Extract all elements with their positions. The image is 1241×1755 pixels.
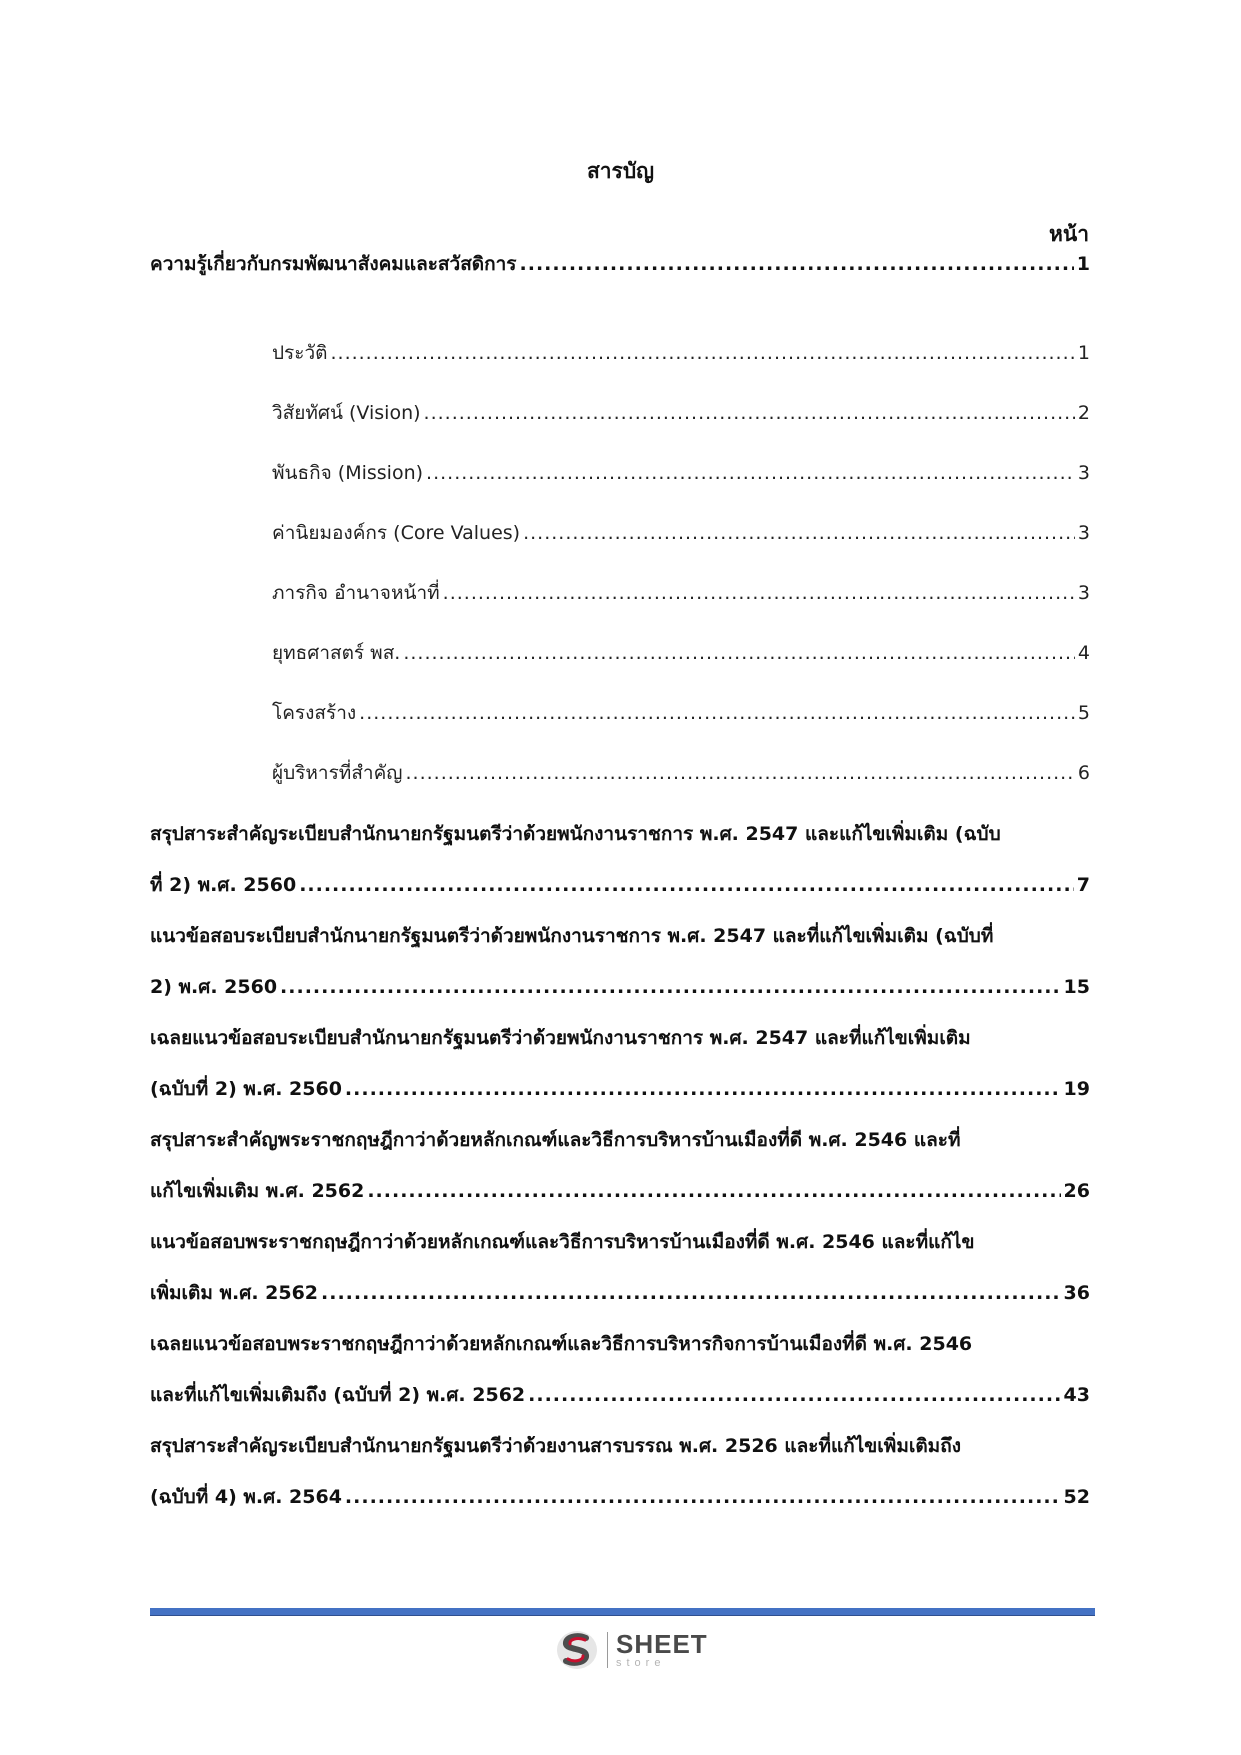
toc-entry-title: ภารกิจ อำนาจหน้าที่: [272, 582, 440, 604]
toc-entry-page: 6: [1077, 762, 1090, 784]
toc-entry[interactable]: [150, 249, 1090, 277]
leader-dots: [321, 1282, 1061, 1304]
toc-entry[interactable]: [150, 1023, 1090, 1102]
toc-entry[interactable]: [150, 1431, 1090, 1510]
toc-entry-title: ยุทธศาสตร์ พส.: [272, 642, 401, 664]
toc-entry-title: โครงสร้าง: [272, 702, 357, 724]
toc-entry[interactable]: [150, 819, 1090, 898]
toc-entry-title-line2: (ฉบับที่ 4) พ.ศ. 2564: [150, 1486, 342, 1508]
toc-entry-title: ประวัติ: [272, 342, 328, 364]
toc-entry-page: 26: [1063, 1180, 1090, 1202]
toc-title: สารบัญ: [586, 159, 655, 183]
toc-entry-title-line2: (ฉบับที่ 2) พ.ศ. 2560: [150, 1078, 342, 1100]
toc-entry-title-line2: 2) พ.ศ. 2560: [150, 976, 278, 998]
logo-divider: [607, 1632, 608, 1668]
toc-subentry[interactable]: [272, 338, 1090, 366]
leader-dots: [299, 874, 1074, 896]
leader-dots: [345, 1078, 1061, 1100]
leader-dots: [359, 702, 1075, 724]
toc-entry[interactable]: [150, 1125, 1090, 1204]
toc-subentry[interactable]: [272, 698, 1090, 726]
toc-entry[interactable]: [150, 921, 1090, 1000]
toc-entry-page: 36: [1063, 1282, 1090, 1304]
footer-rule: [150, 1608, 1095, 1616]
logo-subtext: store: [616, 1657, 666, 1669]
footer-logo: [555, 1628, 708, 1672]
toc-subentry[interactable]: [272, 758, 1090, 786]
sheet-store-s-logo-icon: [555, 1628, 599, 1672]
toc-entry-page: 15: [1063, 976, 1090, 998]
toc-entry-page: 52: [1063, 1486, 1090, 1508]
toc-entry-title-line1: สรุปสาระสำคัญพระราชกฤษฎีกาว่าด้วยหลักเกณฑ์และวิธีการบริหารบ้านเมืองที่ดี พ.ศ. 2546 และที่: [150, 1129, 961, 1151]
toc-entry[interactable]: [150, 1329, 1090, 1408]
toc-entry-page: 5: [1077, 702, 1090, 724]
toc-subentry[interactable]: [272, 578, 1090, 606]
toc-entry-title: วิสัยทัศน์ (Vision): [272, 402, 421, 424]
toc-entry-page: 3: [1077, 582, 1090, 604]
toc-subentry[interactable]: [272, 398, 1090, 426]
toc-entry-title-line1: สรุปสาระสำคัญระเบียบสำนักนายกรัฐมนตรีว่าด้วยงานสารบรรณ พ.ศ. 2526 และที่แก้ไขเพิ่มเติมถึง: [150, 1435, 961, 1457]
toc-entry-page: 1: [1077, 342, 1090, 364]
toc-entry-title-line2: เพิ่มเติม พ.ศ. 2562: [150, 1282, 319, 1304]
logo-wordmark: [616, 1631, 708, 1669]
leader-dots: [520, 253, 1074, 275]
toc-entry-title-line1: เฉลยแนวข้อสอบพระราชกฤษฎีกาว่าด้วยหลักเกณฑ์และวิธีการบริหารกิจการบ้านเมืองที่ดี พ.ศ. 2546: [150, 1333, 973, 1355]
leader-dots: [528, 1384, 1060, 1406]
toc-entry-title: ผู้บริหารที่สำคัญ: [272, 762, 403, 784]
toc-entry-page: 2: [1077, 402, 1090, 424]
toc-entry-page: 7: [1076, 874, 1090, 896]
toc-entry-page: 3: [1077, 522, 1090, 544]
leader-dots: [280, 976, 1061, 998]
toc-entry-title: พันธกิจ (Mission): [272, 462, 424, 484]
toc-entry-page: 1: [1076, 253, 1090, 275]
toc-subentry[interactable]: [272, 458, 1090, 486]
leader-dots: [523, 522, 1075, 544]
toc-entry-page: 3: [1077, 462, 1090, 484]
leader-dots: [330, 342, 1074, 364]
toc-entry-title-line1: แนวข้อสอบระเบียบสำนักนายกรัฐมนตรีว่าด้วยพนักงานราชการ พ.ศ. 2547 และที่แก้ไขเพิ่มเติม (ฉบับที่: [150, 925, 994, 947]
toc-entry-title: ค่านิยมองค์กร (Core Values): [272, 522, 521, 544]
toc-subentry[interactable]: [272, 518, 1090, 546]
toc-entry-title: ความรู้เกี่ยวกับกรมพัฒนาสังคมและสวัสดิการ: [150, 253, 517, 275]
leader-dots: [406, 762, 1075, 784]
toc-entry-page: 43: [1063, 1384, 1090, 1406]
toc-subentry[interactable]: [272, 638, 1090, 666]
toc-entry[interactable]: [150, 1227, 1090, 1306]
toc-entry-page: 19: [1063, 1078, 1090, 1100]
toc-entry-title-line2: และที่แก้ไขเพิ่มเติมถึง (ฉบับที่ 2) พ.ศ. 2562: [150, 1384, 526, 1406]
leader-dots: [443, 582, 1075, 604]
toc-entry-title-line1: แนวข้อสอบพระราชกฤษฎีกาว่าด้วยหลักเกณฑ์และวิธีการบริหารบ้านเมืองที่ดี พ.ศ. 2546 และที่แก้ไข: [150, 1231, 975, 1253]
logo-text: SHEET: [616, 1629, 708, 1659]
toc-entry-page: 4: [1077, 642, 1090, 664]
toc-entry-title-line2: แก้ไขเพิ่มเติม พ.ศ. 2562: [150, 1180, 365, 1202]
toc-entry-title-line2: ที่ 2) พ.ศ. 2560: [150, 874, 297, 896]
toc-entry-title-line1: สรุปสาระสำคัญระเบียบสำนักนายกรัฐมนตรีว่าด้วยพนักงานราชการ พ.ศ. 2547 และแก้ไขเพิ่มเติม (ฉบับ: [150, 823, 1001, 845]
leader-dots: [426, 462, 1075, 484]
leader-dots: [424, 402, 1075, 424]
toc-entry-title-line1: เฉลยแนวข้อสอบระเบียบสำนักนายกรัฐมนตรีว่าด้วยพนักงานราชการ พ.ศ. 2547 และที่แก้ไขเพิ่มเติม: [150, 1027, 971, 1049]
leader-dots: [403, 642, 1075, 664]
page-column-heading: หน้า: [1049, 222, 1089, 246]
leader-dots: [345, 1486, 1061, 1508]
leader-dots: [367, 1180, 1060, 1202]
